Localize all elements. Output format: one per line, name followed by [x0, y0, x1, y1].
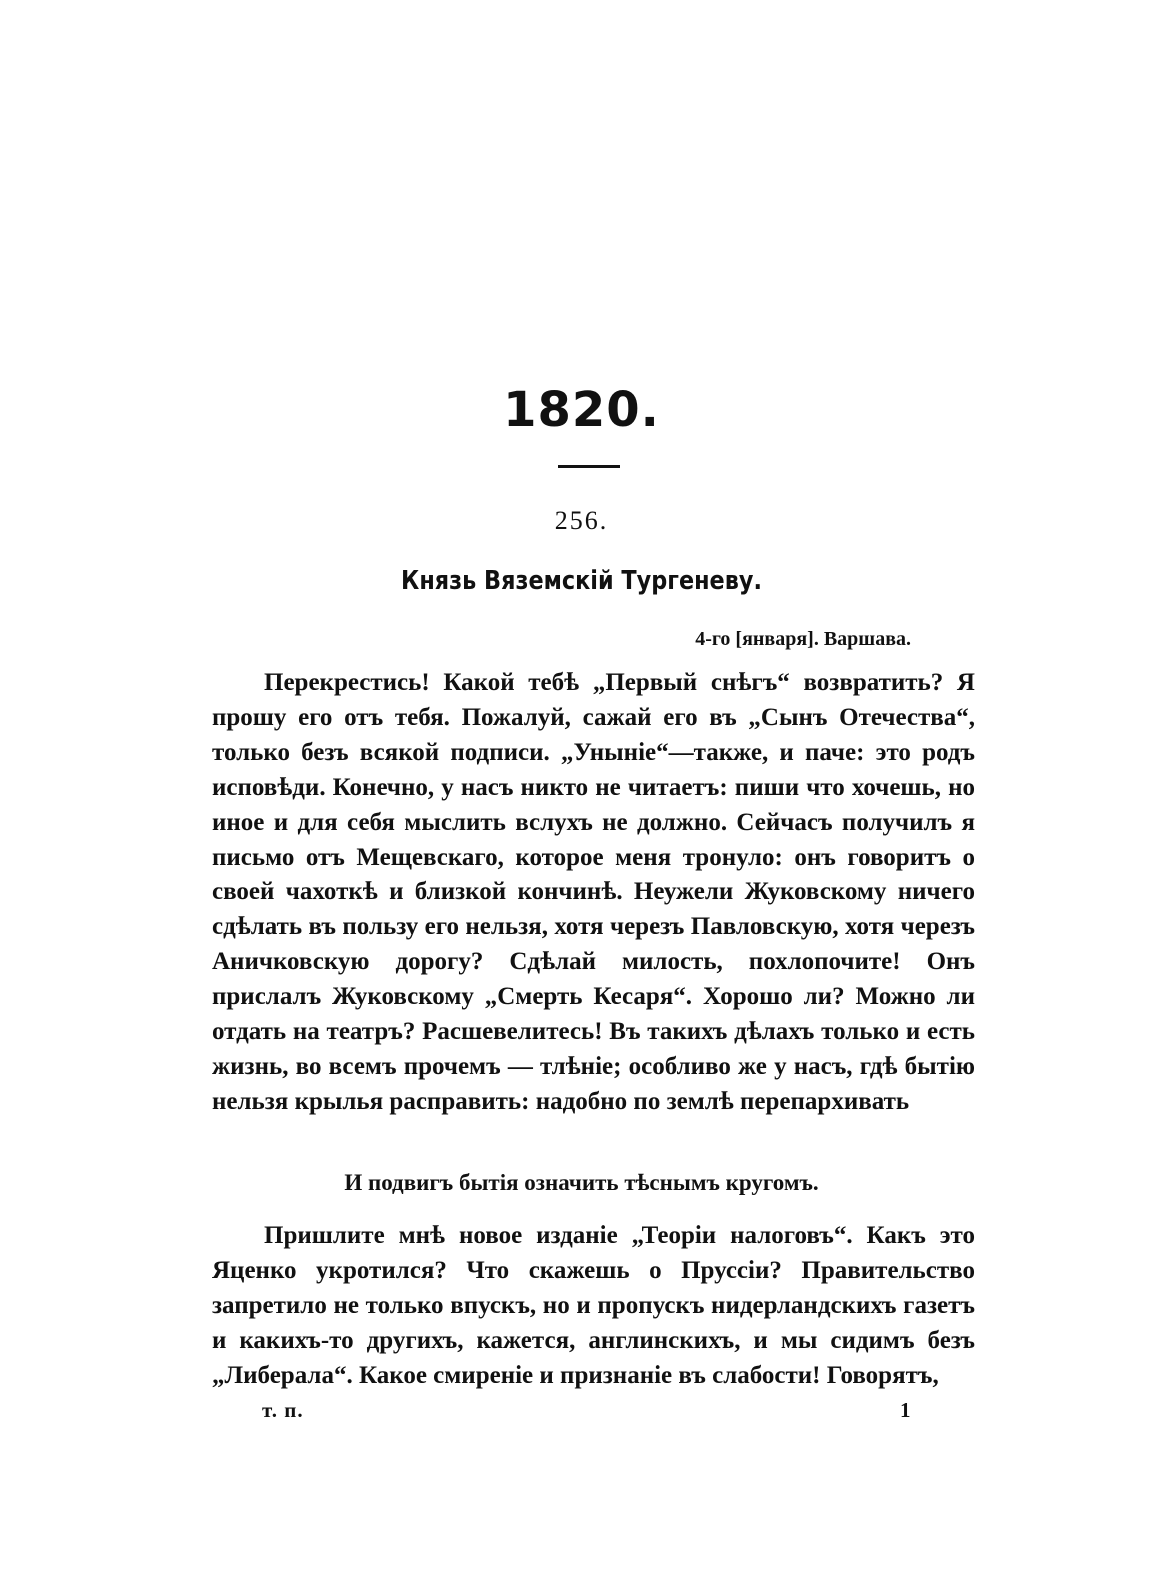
dateline: 4-го [января]. Варшава.	[695, 628, 911, 650]
sheet-number: 1	[900, 1398, 911, 1422]
letter-heading: Князь Вяземскій Тургеневу.	[401, 566, 762, 596]
title-rule	[558, 465, 620, 468]
year-heading: 1820.	[503, 382, 660, 438]
paragraph-2: Пришлите мнѣ новое изданіе „Теоріи налоговъ“. Какъ это Яценко укротился? Что скажешь о Пруссіи? Правительство запретило не только впускъ, но и пропускъ нидерландскихъ газетъ и какихъ-то другихъ, кажется, англинскихъ, и мы сидимъ безъ „Либерала“. Какое смиреніе и признаніе въ слабости! Говорятъ,	[212, 1222, 975, 1389]
letter-number: 256.	[554, 506, 609, 535]
verse-quote: И подвигъ бытія означить тѣснымъ кругомъ.	[344, 1170, 819, 1195]
volume-signature: т. п.	[262, 1398, 304, 1422]
paragraph-1: Перекрестись! Какой тебѣ „Первый снѣгъ“ возвратить? Я прошу его отъ тебя. Пожалуй, сажай его въ „Сынъ Отечества“, только безъ всякой подписи. „Уныніе“—также, и паче: это родъ исповѣди. Конечно, у насъ никто не читаетъ: пиши что хочешь, но иное и для себя мыслить вслухъ не должно. Сейчасъ получилъ я письмо отъ Мещевскаго, которое меня тронуло: онъ говоритъ о своей чахоткѣ и близкой кончинѣ. Неужели Жуковскому ничего сдѣлать въ пользу его нельзя, хотя черезъ Павловскую, хотя черезъ Аничковскую дорогу? Сдѣлай милость, похлопочите! Онъ прислалъ Жуковскому „Смерть Кесаря“. Хорошо ли? Можно ли отдать на театръ? Расшевелитесь! Въ такихъ дѣлахъ только и есть жизнь, во всемъ прочемъ — тлѣніе; особливо же у насъ, гдѣ бытію нельзя крылья расправить: надобно по землѣ перепархивать	[212, 669, 975, 1115]
